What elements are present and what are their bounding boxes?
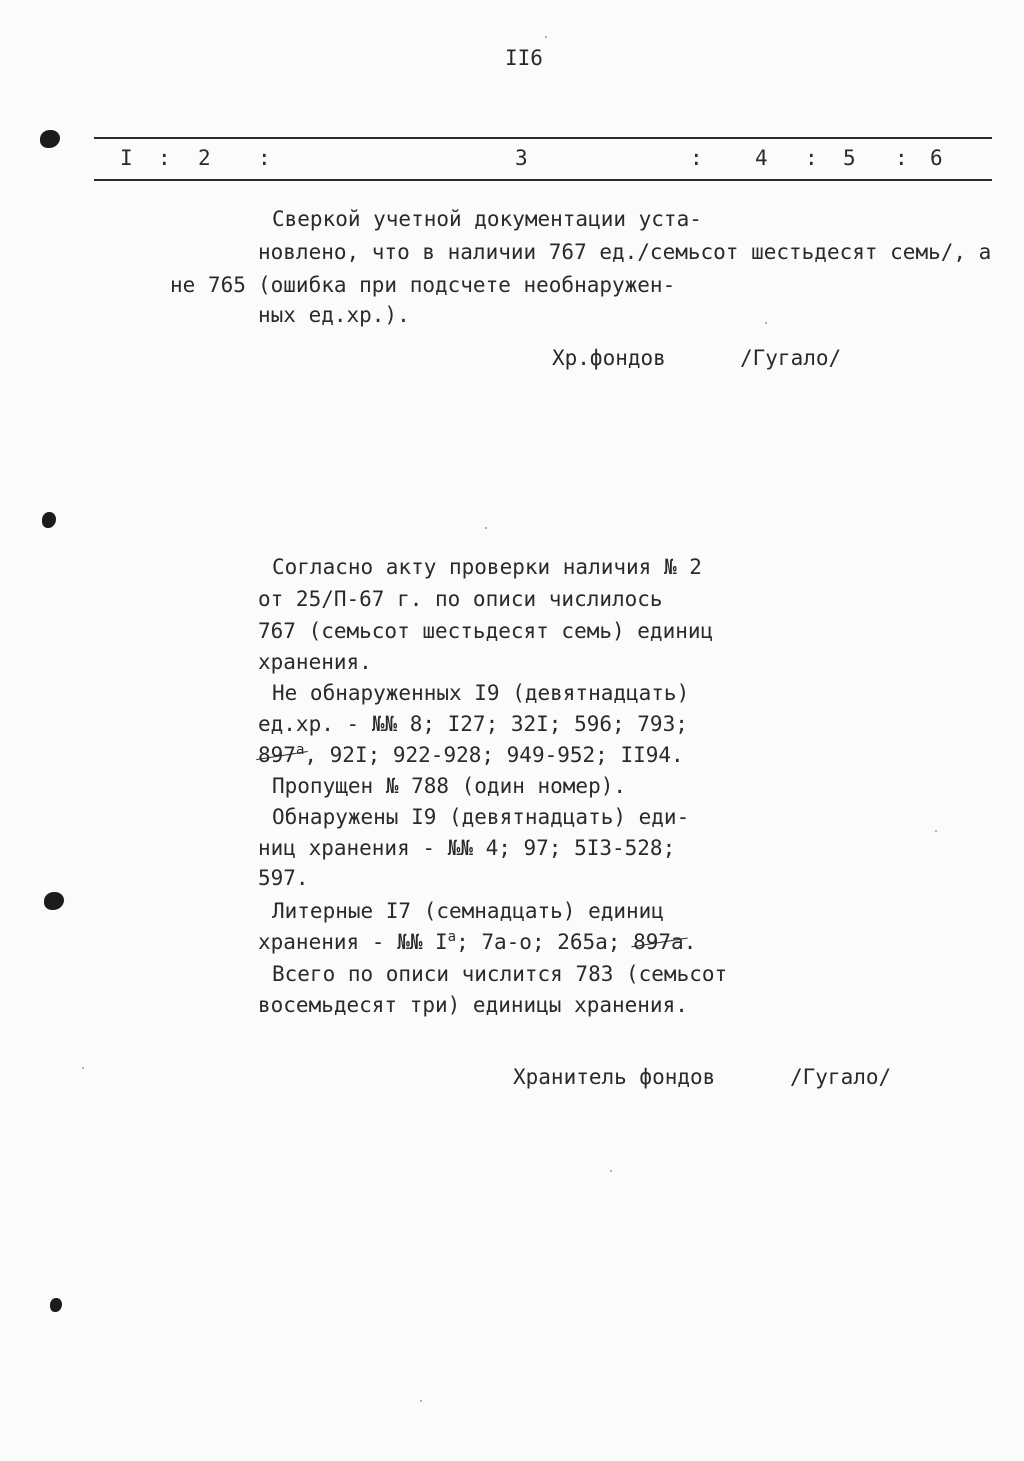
column-separator-1: :	[158, 146, 171, 170]
note2-line-3: 767 (семьсот шестьдесят семь) единиц	[258, 619, 714, 643]
note2-line-2: от 25/П-67 г. по описи числилось	[258, 587, 663, 611]
scan-speck	[82, 1067, 84, 1069]
note2-line-6: ед.хр. - №№ 8; I27; 32I; 596; 793;	[258, 712, 688, 736]
column-separator-4: :	[805, 146, 818, 170]
scan-speck	[610, 1170, 612, 1172]
binder-hole-2	[42, 512, 56, 528]
struck-item-number: $897^а$	[258, 742, 305, 767]
note1-signature-name: /Гугало/	[740, 346, 842, 370]
note1-line-3: (ошибка при подсчете необнаружен-	[258, 273, 676, 297]
note2-line-11: 597.	[258, 866, 309, 890]
note2-line-5: Не обнаруженных I9 (девятнадцать)	[272, 681, 690, 705]
note1-line-2: новлено, что в наличии 767 ед./семьсот шестьдесят семь/, а	[258, 240, 992, 264]
note2-line-4: хранения.	[258, 650, 372, 674]
column-number-2: 2	[198, 146, 211, 170]
column-number-5: 5	[843, 146, 856, 170]
note2-line-9: Обнаружены I9 (девятнадцать) еди-	[272, 805, 690, 829]
note1-margin-note: не 765	[170, 273, 246, 297]
column-separator-3: :	[690, 146, 703, 170]
column-number-6: 6	[930, 146, 943, 170]
column-number-3: 3	[515, 146, 528, 170]
note2-line-1: Согласно акту проверки наличия № 2	[272, 555, 702, 579]
note2-line-7: $897^а$, 92I; 922-928; 949-952; II94.	[258, 742, 684, 767]
scan-speck	[485, 527, 487, 529]
note2-line-12: Литерные I7 (семнадцать) единиц	[272, 899, 664, 923]
note1-line-4: ных ед.хр.).	[258, 303, 410, 327]
binder-hole-4	[50, 1298, 62, 1312]
note1-signature-role: Хр.фондов	[552, 346, 666, 370]
binder-hole-3	[44, 892, 64, 910]
note2-line-15: восемьдесят три) единицы хранения.	[258, 993, 688, 1017]
note2-line-13: хранения - №№ $I^а$; 7а-о; 265а; 897а.	[258, 929, 697, 954]
column-number-4: 4	[755, 146, 768, 170]
struck-literal-number: 897а	[633, 930, 684, 954]
note2-line-10: ниц хранения - №№ 4; 97; 5I3-528;	[258, 836, 676, 860]
column-separator-5: :	[895, 146, 908, 170]
scan-speck	[420, 1400, 422, 1402]
binder-hole-1	[40, 130, 60, 148]
scan-speck	[935, 830, 937, 832]
column-separator-2: :	[258, 146, 271, 170]
page-number: II6	[505, 46, 543, 70]
note2-line-8: Пропущен № 788 (один номер).	[272, 774, 627, 798]
column-number-1: I	[120, 146, 133, 170]
scan-speck	[765, 322, 767, 324]
header-rule-top	[94, 137, 992, 139]
note2-signature-name: /Гугало/	[790, 1065, 892, 1089]
note2-line-14: Всего по описи числится 783 (семьсот	[272, 962, 728, 986]
header-rule-bottom	[94, 179, 992, 181]
note2-signature-role: Хранитель фондов	[513, 1065, 716, 1089]
scan-speck	[545, 36, 547, 38]
note1-line-1: Сверкой учетной документации уста-	[272, 207, 702, 231]
